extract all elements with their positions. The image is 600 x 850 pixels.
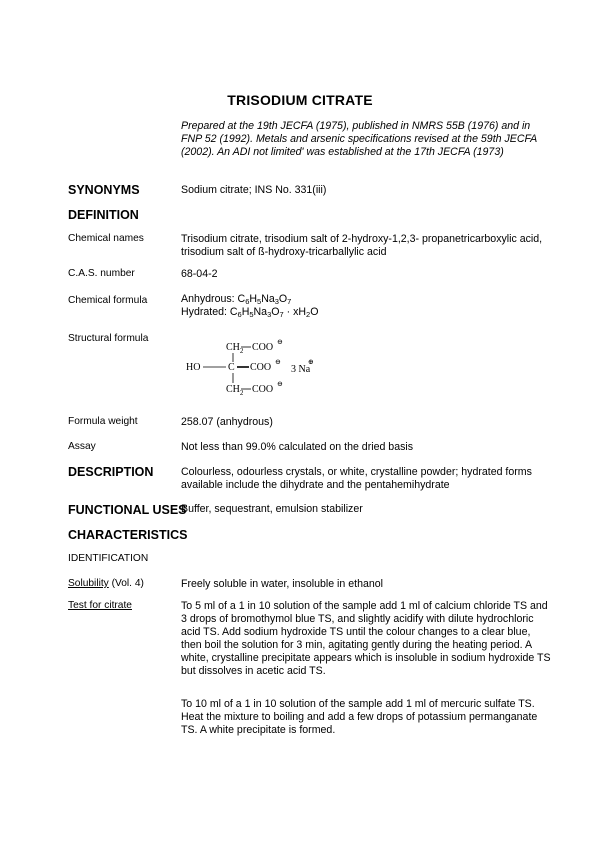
chemical-formula-label: Chemical formula [68,295,148,306]
description-heading: DESCRIPTION [68,465,154,479]
assay-label: Assay [68,441,96,452]
definition-heading: DEFINITION [68,208,139,222]
solubility-value: Freely soluble in water, insoluble in ethanol [181,578,383,590]
struct-coo-bottom: COO [252,384,274,395]
struct-coo-top: COO [252,342,274,353]
struct-sodium: 3 Na [291,364,311,375]
struct-charge-plus: ⊕ [308,358,314,366]
solubility-label: Solubility (Vol. 4) [68,578,144,589]
chemical-formula-anhydrous: Anhydrous: $C_6H_5Na_3O_7$ [181,293,292,306]
struct-ch2-bottom: $CH_2$ [226,384,244,397]
test-for-citrate-label: Test for citrate [68,600,132,611]
chemical-names-label: Chemical names [68,233,144,244]
functional-uses-value: Buffer, sequestrant, emulsion stabilizer [181,503,363,515]
preamble: Prepared at the 19th JECFA (1975), published in NMRS 55B (1976) and in FNP 52 (1992). Metals and arsenic specifications revised at the 59th JECFA (2002). An ADI not limited' was established at the 17th JECFA (1973) [181,120,537,158]
synonyms-heading: SYNONYMS [68,183,140,197]
page-title: TRISODIUM CITRATE [227,92,373,108]
identification-label: IDENTIFICATION [68,553,149,564]
formula-weight-label: Formula weight [68,416,138,427]
test-for-citrate-paragraph-1: To 5 ml of a 1 in 10 solution of the sample add 1 ml of calcium chloride TS and 3 drops of bromothymol blue TS, and slightly acidify with dilute hydrochloric acid TS. Add sodium hydroxide TS until the colour changes to a clear blue, then boil the solution for 3 min, agitating gently during the heating period. A white, crystalline precipitate appears which is insoluble in sodium hydroxide TS but dissolves in acetic acid TS. [181,600,551,677]
cas-label: C.A.S. number [68,268,135,279]
struct-ho: HO [186,362,201,373]
description-value: Colourless, odourless crystals, or white, crystalline powder; hydrated forms available include the dihydrate and the pentahemihydrate [181,466,532,491]
struct-charge-bottom: ⊖ [277,380,283,388]
struct-coo-mid: COO [250,362,272,373]
struct-charge-top: ⊖ [277,338,283,346]
struct-c: C [228,362,235,373]
characteristics-heading: CHARACTERISTICS [68,528,188,542]
structural-formula-diagram [181,333,331,403]
formula-weight-value: 258.07 (anhydrous) [181,416,273,428]
struct-ch2-top: $CH_2$ [226,342,244,355]
chemical-formula-hydrated: Hydrated: $C_6H_5Na_3O_7 \cdot xH_2O$ [181,306,319,319]
test-for-citrate-paragraph-2: To 10 ml of a 1 in 10 solution of the sample add 1 ml of mercuric sulfate TS. Heat the mixture to boiling and add a few drops of potassium permanganate TS. A white precipitate is formed. [181,698,538,736]
assay-value: Not less than 99.0% calculated on the dried basis [181,441,414,453]
struct-charge-mid: ⊖ [275,358,281,366]
functional-uses-heading: FUNCTIONAL USES [68,503,187,517]
cas-value: 68-04-2 [181,268,218,280]
chemical-names-value: Trisodium citrate, trisodium salt of 2-hydroxy-1,2,3- propanetricarboxylic acid, trisodium salt of ß-hydroxy-tricarballylic acid [181,233,543,258]
synonyms-value: Sodium citrate; INS No. 331(iii) [181,184,327,196]
structural-formula-label: Structural formula [68,333,149,344]
